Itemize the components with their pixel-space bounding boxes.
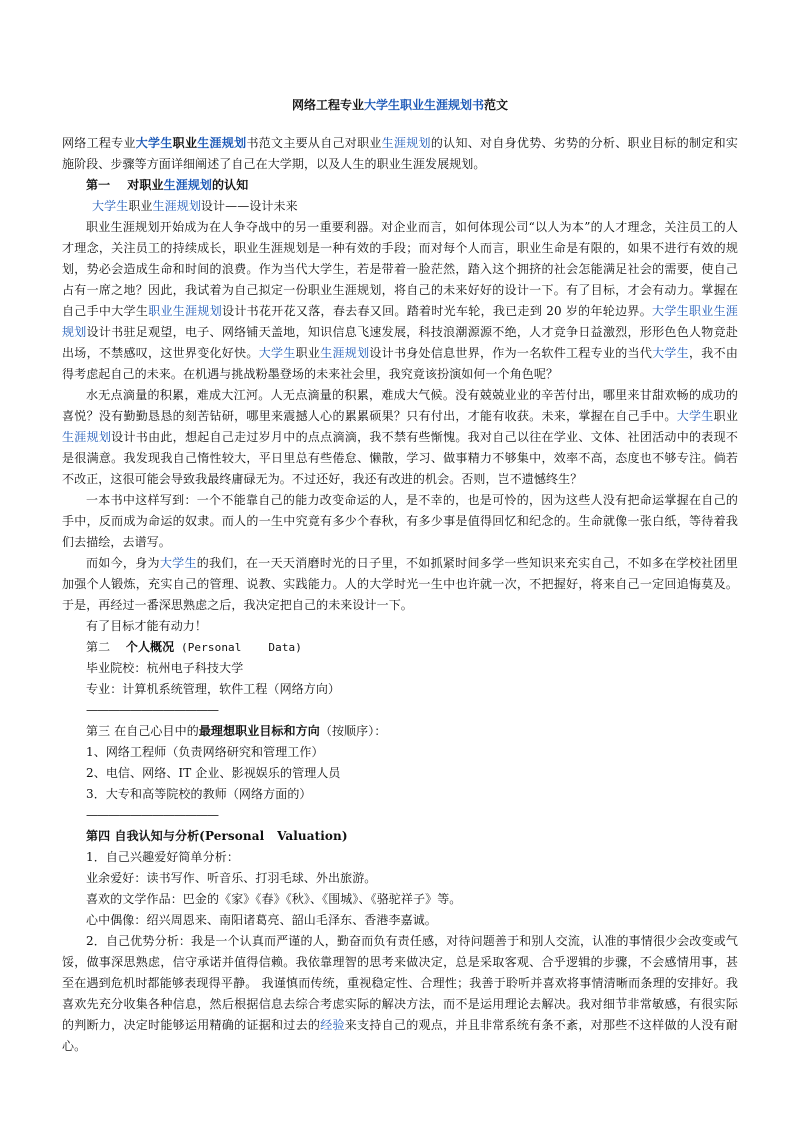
divider-line: ———————————— <box>86 808 218 822</box>
document-title: 网络工程专业大学生职业生涯规划书范文 <box>291 98 509 112</box>
paragraph-1: 职业生涯规划开始成为在人争夺战中的另一重要利器。对企业而言，如何体现公司“以人为本”的人才理念，关注员工的人才理念，关注员工的持续成长，职业生涯规划是一种有效的手段；而对每个人而言，职业生命是有限的，如果不进行有效的规划，势必会造成生命和时间的浪费。作为当代大学生，若是带着一脸茫然，踏入这个拥挤的社会怎能满足社会的需要，使自己占有一席之地？因此，我试着为自己拟定一份职业生涯规划，将自己的未来好好的设计一下。有了目标，才会有动力。掌握在自己手中大学生职业生涯规划设计书花开花又落，春去春又回。踏着时光车轮，我已走到 20 岁的年轮边界。大学生职业生涯规划设计书驻足观望，电子、网络铺天盖地，知识信息飞速发展，科技浪潮源源不绝，人才竞争日益激烈，形形色色人物竞赴出场，不禁感叹，这世界变化好快。大学生职业生涯规划设计书身处信息世界，作为一名软件工程专业的当代大学生，我不由得考虑起自己的未来。在机遇与挑战粉墨登场的未来社会里，我究竟该扮演如何一个角色呢？ <box>62 220 739 381</box>
section-2-major: 专业：计算机系统管理，软件工程（网络方向） <box>86 682 341 696</box>
section-4-paragraph: 2．自己优势分析：我是一个认真而严谨的人，勤奋而负有责任感，对待问题善于和别人交流，认准的事情很少会改变或气馁，做事深思熟虑，信守承诺并值得信赖。我依靠理智的思考来做决定，总是采取客观、合乎逻辑的步骤，不会感情用事，甚至在遇到危机时都能够表现得平静。 我谨慎而传统，重视稳定性、合理性；我善于聆听并喜欢将事情清晰而条理的安排好。我喜欢先充分收集各种信息，然后根据信息去综合考虑实际的解决方法，而不是运用理论去解决。我对细节非常敏感，有很实际的判断力，决定时能够运用精确的证据和过去的经验来支持自己的观点，并且非常系统有条不紊，对那些不这样做的人没有耐心。 <box>62 934 739 1053</box>
section-4-line: 1．自己兴趣爱好简单分析： <box>86 850 239 864</box>
intro-paragraph: 网络工程专业大学生职业生涯规划书范文主要从自己对职业生涯规划的认知、对自身优势、劣势的分析、职业目标的制定和实施阶段、步骤等方面详细阐述了自己在大学期，以及人生的职业生涯发展规划。 <box>62 136 739 171</box>
paragraph-4: 而如今，身为大学生的我们，在一天天消磨时光的日子里，不如抓紧时间多学一些知识来充实自己，不如多在学校社团里加强个人锻炼，充实自己的管理、说教、实践能力。人的大学时光一生中也许就一次，不把握好，将来自己一定回追悔莫及。于是，再经过一番深思熟虑之后，我决定把自己的未来设计一下。 <box>62 556 738 612</box>
section-4-line: 喜欢的文学作品：巴金的《家》《春》《秋》、《围城》、《骆驼祥子》等。 <box>86 892 462 906</box>
section-3-heading: 第三 在自己心目中的最理想职业目标和方向（按顺序）： <box>86 724 387 738</box>
list-item: 3．大专和高等院校的教师（网络方面的） <box>86 787 312 801</box>
list-item: 2、电信、网络、IT 企业、影视娱乐的管理人员 <box>86 766 341 780</box>
section-1-heading: 第一 对职业生涯规划的认知 <box>86 178 249 192</box>
divider-line: ———————————— <box>86 703 218 717</box>
paragraph-3: 一本书中这样写到：一个不能靠自己的能力改变命运的人，是不幸的，也是可怜的，因为这些人没有把命运掌握在自己的手中，反而成为命运的奴隶。而人的一生中究竟有多少个春秋，有多少事是值得回忆和纪念的。生命就像一张白纸，等待着我们去描绘，去谱写。 <box>62 493 738 549</box>
section-4-line: 心中偶像：绍兴周恩来、南阳诸葛亮、韶山毛泽东、香港李嘉诚。 <box>86 913 437 927</box>
section-4-heading: 第四 自我认知与分析(Personal Valuation) <box>86 829 348 843</box>
section-2-heading: 第二 个人概况 (Personal Data) <box>86 640 302 654</box>
document-body <box>62 95 738 1057</box>
section-1-subheading: 大学生职业生涯规划设计——设计未来 <box>92 199 298 213</box>
section-4-line: 业余爱好：读书写作、听音乐、打羽毛球、外出旅游。 <box>86 871 377 885</box>
section-2-school: 毕业院校：杭州电子科技大学 <box>86 661 244 675</box>
list-item: 1、网络工程师（负责网络研究和管理工作） <box>86 745 324 759</box>
paragraph-5: 有了目标才能有动力！ <box>86 619 208 633</box>
paragraph-2: 水无点滴量的积累，难成大江河。人无点滴量的积累，难成大气候。没有兢兢业业的辛苦付出，哪里来甘甜欢畅的成功的喜悦？没有勤勤恳恳的刻苦钻研，哪里来震撼人心的累累硕果？只有付出，才能有收获。未来，掌握在自己手中。大学生职业生涯规划设计书由此，想起自己走过岁月中的点点滴滴，我不禁有些惭愧。我对自己以往在学业、文体、社团活动中的表现不是很满意。我发现我自己惰性较大，平日里总有些倦怠、懒散，学习、做事精力不够集中，效率不高，态度也不够专注。倘若不改正，这很可能会导致我最终庸碌无为。不过还好，我还有改进的机会。否则，岂不遗憾终生？ <box>62 388 738 486</box>
